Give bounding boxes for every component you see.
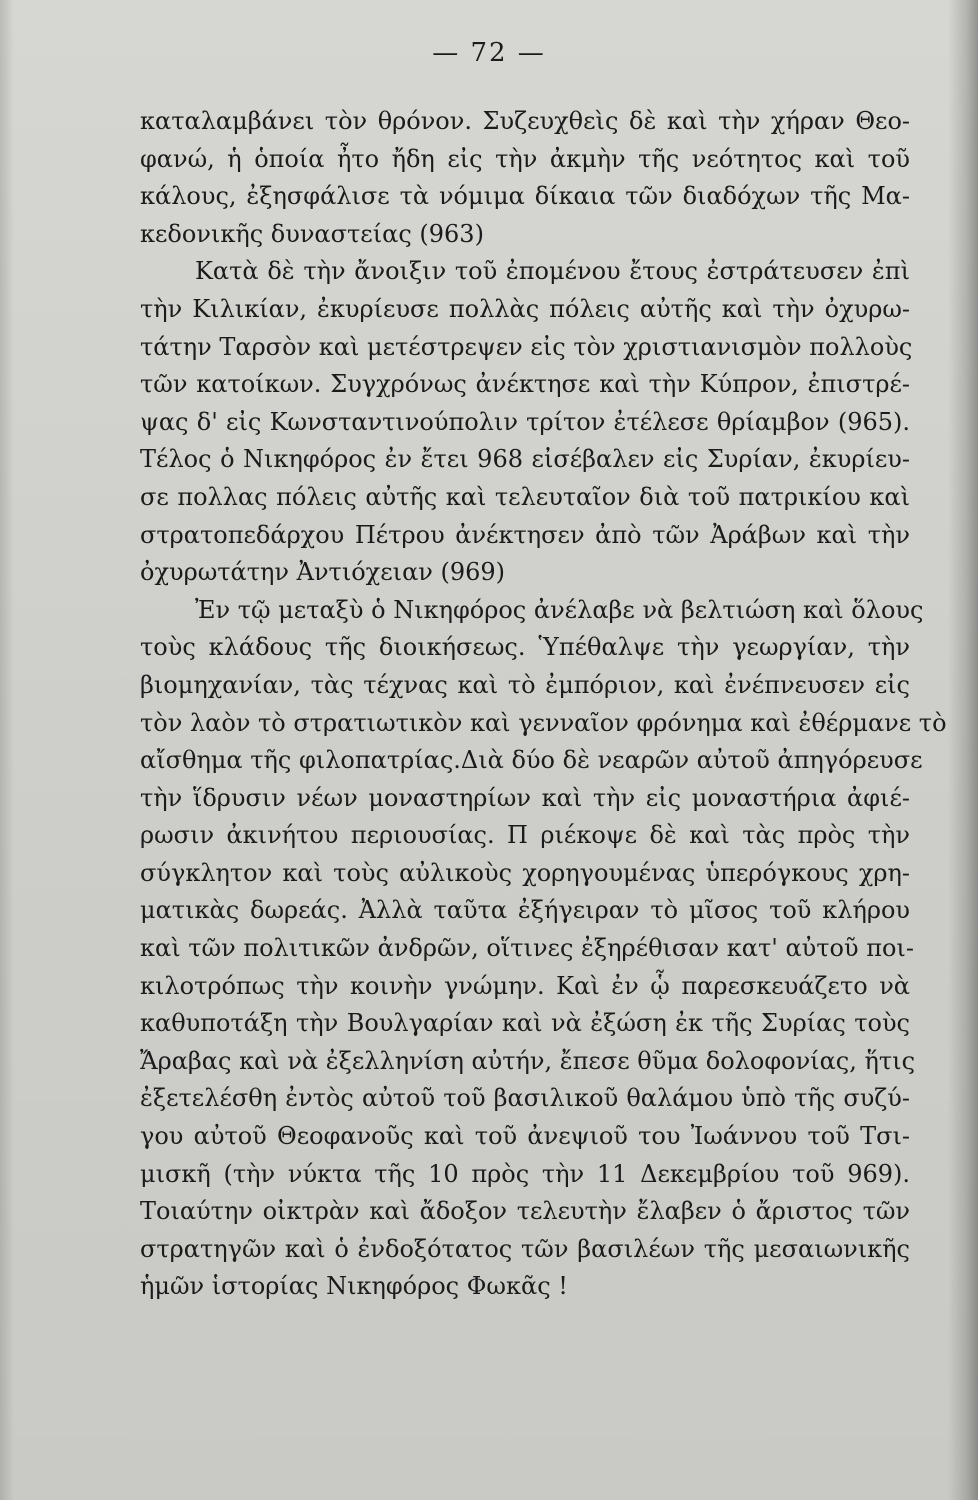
text-line: Ἄραβας καὶ νὰ ἐξελληνίση αὐτήν, ἔπεσε θῦμα δολοφονίας, ἥτις [140,1046,916,1075]
text-line: κεδονικῆς δυναστείας (963) [140,219,484,248]
text-line: καθυποτάξη τὴν Βουλγαρίαν καὶ νὰ ἐξώση ἐκ τῆς Συρίας τοὺς [140,1009,910,1038]
text-line: Τοιαύτην οἰκτρὰν καὶ ἄδοξον τελευτὴν ἔλαβεν ὁ ἄριστος τῶν [140,1197,910,1226]
text-line: κιλοτρόπως τὴν κοινὴν γνώμην. Καὶ ἐν ᾧ παρεσκευάζετο νὰ [140,971,910,1000]
text-line: σύγκλητον καὶ τοὺς αὐλικοὺς χορηγουμένας ὑπερόγκους χρη- [140,858,910,887]
text-line: καὶ τῶν πολιτικῶν ἀνδρῶν, οἵτινες ἐξηρέθισαν κατ' αὐτοῦ ποι- [140,934,914,963]
text-line: ἐξετελέσθη ἐντὸς αὐτοῦ τοῦ βασιλικοῦ θαλάμου ὑπὸ τῆς συζύ- [140,1084,910,1113]
text-line: ψας δ' εἰς Κωνσταντινούπολιν τρίτον ἐτέλεσε θρίαμβον (965). [140,407,910,436]
text-line: τοὺς κλάδους τῆς διοικήσεως. Ὑπέθαλψε τὴν γεωργίαν, τὴν [140,633,910,662]
text-line: Τέλος ὁ Νικηφόρος ἐν ἔτει 968 εἰσέβαλεν εἰς Συρίαν, ἐκυρίευ- [140,445,910,474]
text-line: μισκῆ (τὴν νύκτα τῆς 10 πρὸς τὴν 11 Δεκεμβρίου τοῦ 969). [140,1159,910,1188]
text-line: φανώ, ἡ ὁποία ἦτο ἤδη εἰς τὴν ἀκμὴν τῆς νεότητος καὶ τοῦ [140,144,910,173]
text-line: αἴσθημα τῆς φιλοπατρίας.Διὰ δύο δὲ νεαρῶν αὐτοῦ ἀπηγόρευσε [140,746,923,775]
text-line: τὴν Κιλικίαν, ἐκυρίευσε πολλὰς πόλεις αὐτῆς καὶ τὴν ὀχυρω- [140,294,910,323]
text-line: κάλους, ἐξησφάλισε τὰ νόμιμα δίκαια τῶν διαδόχων τῆς Μα- [140,182,910,211]
text-line: ρωσιν ἀκινήτου περιουσίας. Π ριέκοψε δὲ καὶ τὰς πρὸς τὴν [140,821,910,850]
page-number: — 72 — [432,38,546,68]
text-line: τὸν λαὸν τὸ στρατιωτικὸν καὶ γενναῖον φρόνημα καὶ ἐθέρμανε τὸ [140,708,947,737]
text-line: γου αὐτοῦ Θεοφανοῦς καὶ τοῦ ἀνεψιοῦ του Ἰωάννου τοῦ Τσι- [140,1122,910,1151]
text-line: Κατὰ δὲ τὴν ἄνοιξιν τοῦ ἐπομένου ἔτους ἐστράτευσεν ἐπὶ [195,257,910,286]
text-line: τάτην Ταρσὸν καὶ μετέστρεψεν εἰς τὸν χριστιανισμὸν πολλοὺς [140,332,913,361]
text-line: στρατοπεδάρχου Πέτρου ἀνέκτησεν ἀπὸ τῶν Ἀράβων καὶ τὴν [140,520,910,549]
text-line: Ἐν τῷ μεταξὺ ὁ Νικηφόρος ἀνέλαβε νὰ βελτιώση καὶ ὅλους [195,595,924,624]
text-line: βιομηχανίαν, τὰς τέχνας καὶ τὸ ἐμπόριον, καὶ ἐνέπνευσεν εἰς [140,670,910,699]
text-line: καταλαμβάνει τὸν θρόνον. Συζευχθεὶς δὲ καὶ τὴν χήραν Θεο- [140,107,910,135]
text-line: ἡμῶν ἱστορίας Νικηφόρος Φωκᾶς ! [140,1272,568,1301]
text-line: στρατηγῶν καὶ ὁ ἐνδοξότατος τῶν βασιλέων τῆς μεσαιωνικῆς [140,1234,910,1263]
body-text [140,103,947,1306]
text-line: τὴν ἵδρυσιν νέων μοναστηρίων καὶ τὴν εἰς μοναστήρια ἀφιέ- [140,783,910,812]
text-line: τῶν κατοίκων. Συγχρόνως ἀνέκτησε καὶ τὴν Κύπρον, ἐπιστρέ- [140,370,910,399]
page-binding-shadow [948,0,978,1500]
text-line: σε πολλας πόλεις αὐτῆς καὶ τελευταῖον διὰ τοῦ πατρικίου καὶ [140,482,910,511]
text-line: ὀχυρωτάτην Ἀντιόχειαν (969) [140,558,506,587]
page-left-edge-shadow [0,0,14,1500]
text-line: ματικὰς δωρεάς. Ἀλλὰ ταῦτα ἐξήγειραν τὸ μῖσος τοῦ κλήρου [140,896,910,925]
